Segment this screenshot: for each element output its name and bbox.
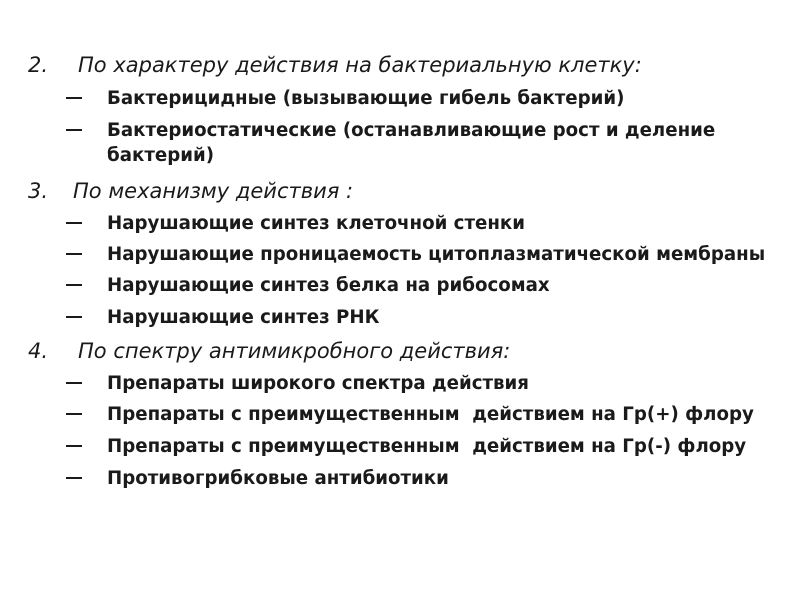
- dash-bullet-icon: [66, 382, 82, 384]
- section-number: 3.: [28, 179, 49, 203]
- list-item-text: Препараты широкого спектра действия: [107, 373, 529, 394]
- list-item-text: Нарушающие синтез РНК: [107, 307, 380, 328]
- section-heading: [28, 338, 510, 364]
- list-item-text: Нарушающие синтез клеточной стенки: [107, 213, 525, 234]
- section-number: 2.: [28, 53, 49, 77]
- dash-bullet-icon: [66, 97, 82, 99]
- dash-bullet-icon: [66, 445, 82, 447]
- list-item-text: Препараты с преимущественным действием на Гр(+) флору: [107, 404, 754, 425]
- section-heading: [28, 178, 353, 204]
- dash-bullet-icon: [66, 129, 82, 131]
- dash-bullet-icon: [66, 253, 82, 255]
- list-item-text: Бактериостатические (останавливающие рост и деление бактерий): [107, 120, 716, 166]
- dash-bullet-icon: [66, 413, 82, 415]
- section-number: 4.: [28, 339, 49, 363]
- section-heading: [28, 52, 642, 78]
- dash-bullet-icon: [66, 477, 82, 479]
- dash-bullet-icon: [66, 316, 82, 318]
- list-item-text: Бактерицидные (вызывающие гибель бактерий): [107, 88, 625, 109]
- dash-bullet-icon: [66, 222, 82, 224]
- section-title: По механизму действия :: [73, 179, 354, 203]
- list-item-text: Нарушающие проницаемость цитоплазматической мембраны: [107, 244, 766, 265]
- section-title: По спектру антимикробного действия:: [78, 339, 511, 363]
- list-item-text: Препараты с преимущественным действием на Гр(-) флору: [107, 436, 747, 457]
- dash-bullet-icon: [66, 284, 82, 286]
- list-item-text: Нарушающие синтез белка на рибосомах: [107, 275, 550, 296]
- section-title: По характеру действия на бактериальную клетку:: [78, 53, 642, 77]
- list-item-text: Противогрибковые антибиотики: [107, 468, 449, 489]
